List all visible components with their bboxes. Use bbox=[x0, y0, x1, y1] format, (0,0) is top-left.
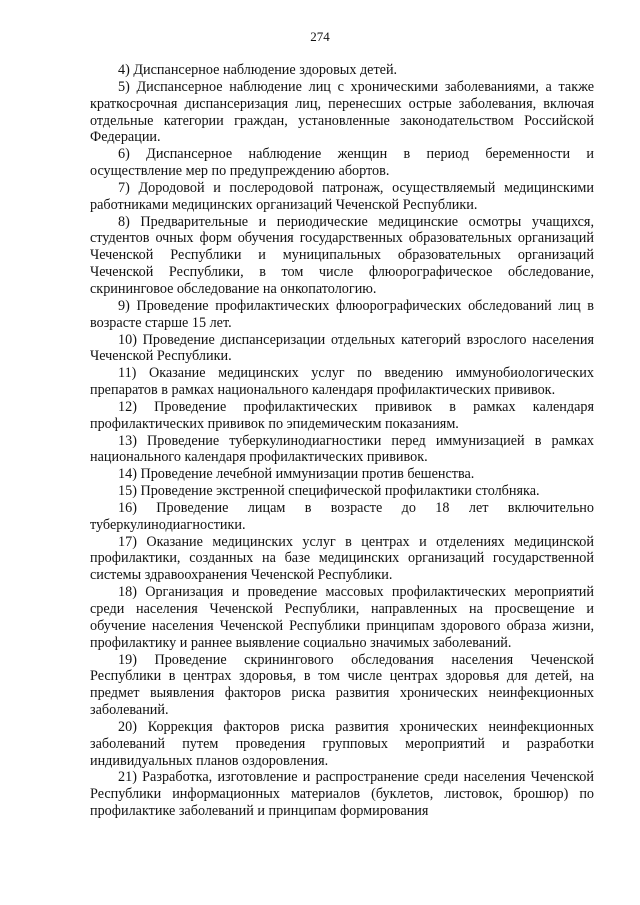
list-item-5: 5) Диспансерное наблюдение лиц с хроническими заболеваниями, а также краткосрочная диспансеризация лиц, перенесших острые заболевания, включая отдельные категории граждан, установленные законодательством Российской Федерации. bbox=[90, 78, 594, 146]
page-number: 274 bbox=[310, 29, 330, 44]
list-item-14: 14) Проведение лечебной иммунизации против бешенства. bbox=[118, 466, 475, 483]
list-item-9: 9) Проведение профилактических флюорографических обследований лиц в возрасте старше 15 лет. bbox=[90, 297, 594, 331]
list-item-21: 21) Разработка, изготовление и распространение среди населения Чеченской Республики информационных материалов (буклетов, листовок, брошюр) по профилактике заболеваний и принципам формирования bbox=[90, 769, 594, 820]
document-body bbox=[90, 62, 594, 820]
list-item-19: 19) Проведение скринингового обследования населения Чеченской Республики в центрах здоровья, в том числе центрах здоровья для детей, на предмет выявления факторов риска развития хронических неинфекционных заболеваний. bbox=[90, 651, 594, 719]
list-item-17: 17) Оказание медицинских услуг в центрах и отделениях медицинской профилактики, созданных на базе медицинских организаций государственной системы здравоохранения Чеченской Республики. bbox=[90, 533, 594, 584]
list-item-15: 15) Проведение экстренной специфической профилактики столбняка. bbox=[118, 483, 540, 500]
list-item-10: 10) Проведение диспансеризации отдельных категорий взрослого населения Чеченской Республики. bbox=[90, 331, 594, 365]
list-item-16: 16) Проведение лицам в возрасте до 18 лет включительно туберкулинодиагностики. bbox=[90, 499, 594, 533]
list-item-18: 18) Организация и проведение массовых профилактических мероприятий среди населения Чеченской Республики, направленных на просвещение и обучение населения Чеченской Республики принципам здорового образа жизни, профилактику и раннее выявление социально значимых заболеваний. bbox=[90, 584, 594, 651]
list-item-4: 4) Диспансерное наблюдение здоровых детей. bbox=[118, 62, 398, 78]
list-item-12: 12) Проведение профилактических прививок в рамках календаря профилактических прививок по эпидемическим показаниям. bbox=[90, 398, 594, 432]
list-item-6: 6) Диспансерное наблюдение женщин в период беременности и осуществление мер по предупреждению абортов. bbox=[90, 146, 594, 180]
list-item-8: 8) Предварительные и периодические медицинские осмотры учащихся, студентов очных форм обучения государственных образовательных организаций Чеченской Республики и муниципальных образовательных организаций Чеченской Республики, в том числе флюорографическое обследование, скрининговое обследование на онкопатологию. bbox=[90, 213, 594, 297]
list-item-20: 20) Коррекция факторов риска развития хронических неинфекционных заболеваний путем проведения групповых мероприятий и разработки индивидуальных планов оздоровления. bbox=[90, 718, 594, 769]
list-item-13: 13) Проведение туберкулинодиагностики перед иммунизацией в рамках национального календаря профилактических прививок. bbox=[90, 432, 594, 466]
list-item-11: 11) Оказание медицинских услуг по введению иммунобиологических препаратов в рамках национального календаря профилактических прививок. bbox=[90, 365, 594, 399]
list-item-7: 7) Дородовой и послеродовой патронаж, осуществляемый медицинскими работниками медицинских организаций Чеченской Республики. bbox=[90, 179, 594, 213]
